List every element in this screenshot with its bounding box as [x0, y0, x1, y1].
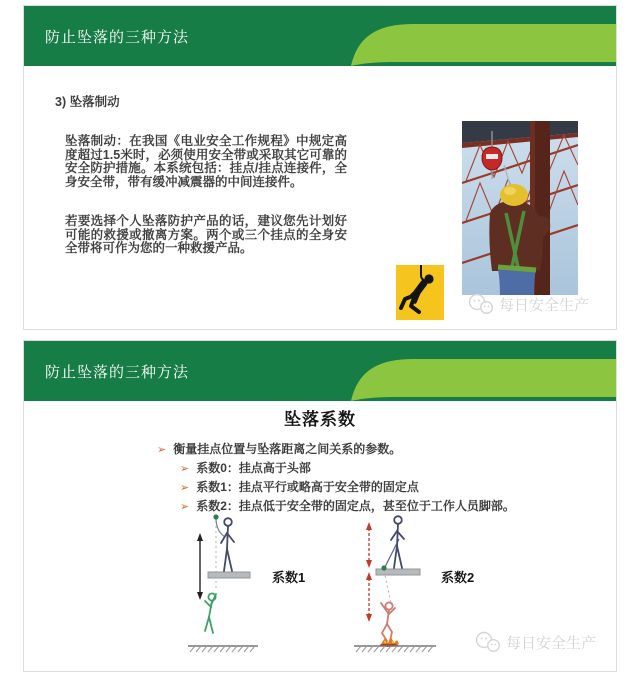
bullet-arrow-icon: ➢: [157, 444, 167, 456]
bullet-item-factor0: [180, 459, 515, 478]
bullet-arrow-icon: ➢: [180, 482, 190, 494]
bullet-arrow-icon: ➢: [180, 463, 190, 475]
header-swoosh-shape: [351, 341, 616, 401]
diagram2-label: 系数2: [441, 570, 475, 585]
diagram1-label: 系数1: [272, 570, 306, 585]
bullet-item-factor1: [180, 478, 515, 497]
slide-2: [23, 340, 617, 672]
slide-1: [23, 5, 617, 330]
slide2-title: 防止坠落的三种方法: [45, 363, 190, 381]
bullet-text: 系数2：挂点低于安全带的固定点，甚至位于工作人员脚部。: [196, 499, 515, 513]
bullet-text: 系数0：挂点高于头部: [196, 461, 311, 475]
paragraph-1: 坠落制动：在我国《电业安全工作规程》中规定高度超过1.5米时，必须使用安全带或采取其它可靠的安全防护措施。本系统包括：挂点/挂点连接件，全身安全带，带有缓冲减震器的中间连接件。: [65, 134, 347, 189]
bullet-list: [157, 440, 515, 516]
fall-factor-subtitle: 坠落系数: [284, 410, 356, 429]
bullet-item-main: [157, 440, 515, 459]
falling-person-warning-icon: [396, 265, 444, 320]
paragraph-2: 若要选择个人坠落防护产品的话，建议您先计划好可能的救援或撤离方案。两个或三个挂点的全身安全带将可作为您的一种救援产品。: [65, 214, 347, 256]
watermark: [475, 631, 596, 653]
worker-harness-photo: [462, 121, 578, 295]
slide1-title: 防止坠落的三种方法: [45, 28, 190, 46]
watermark-text: 每日安全生产: [499, 296, 590, 314]
bullet-arrow-icon: ➢: [180, 501, 190, 513]
bullet-text: 系数1：挂点平行或略高于安全带的固定点: [196, 480, 419, 494]
watermark: [468, 293, 589, 315]
wechat-logo-icon: [468, 293, 494, 315]
slide1-header: [24, 6, 616, 66]
bullet-text: 衡量挂点位置与坠落距离之间关系的参数。: [173, 442, 402, 456]
watermark-text: 每日安全生产: [506, 634, 597, 652]
wechat-logo-icon: [475, 631, 501, 653]
section-heading: 3) 坠落制动: [55, 95, 120, 109]
slide2-header: [24, 341, 616, 401]
header-swoosh-shape: [351, 6, 616, 66]
